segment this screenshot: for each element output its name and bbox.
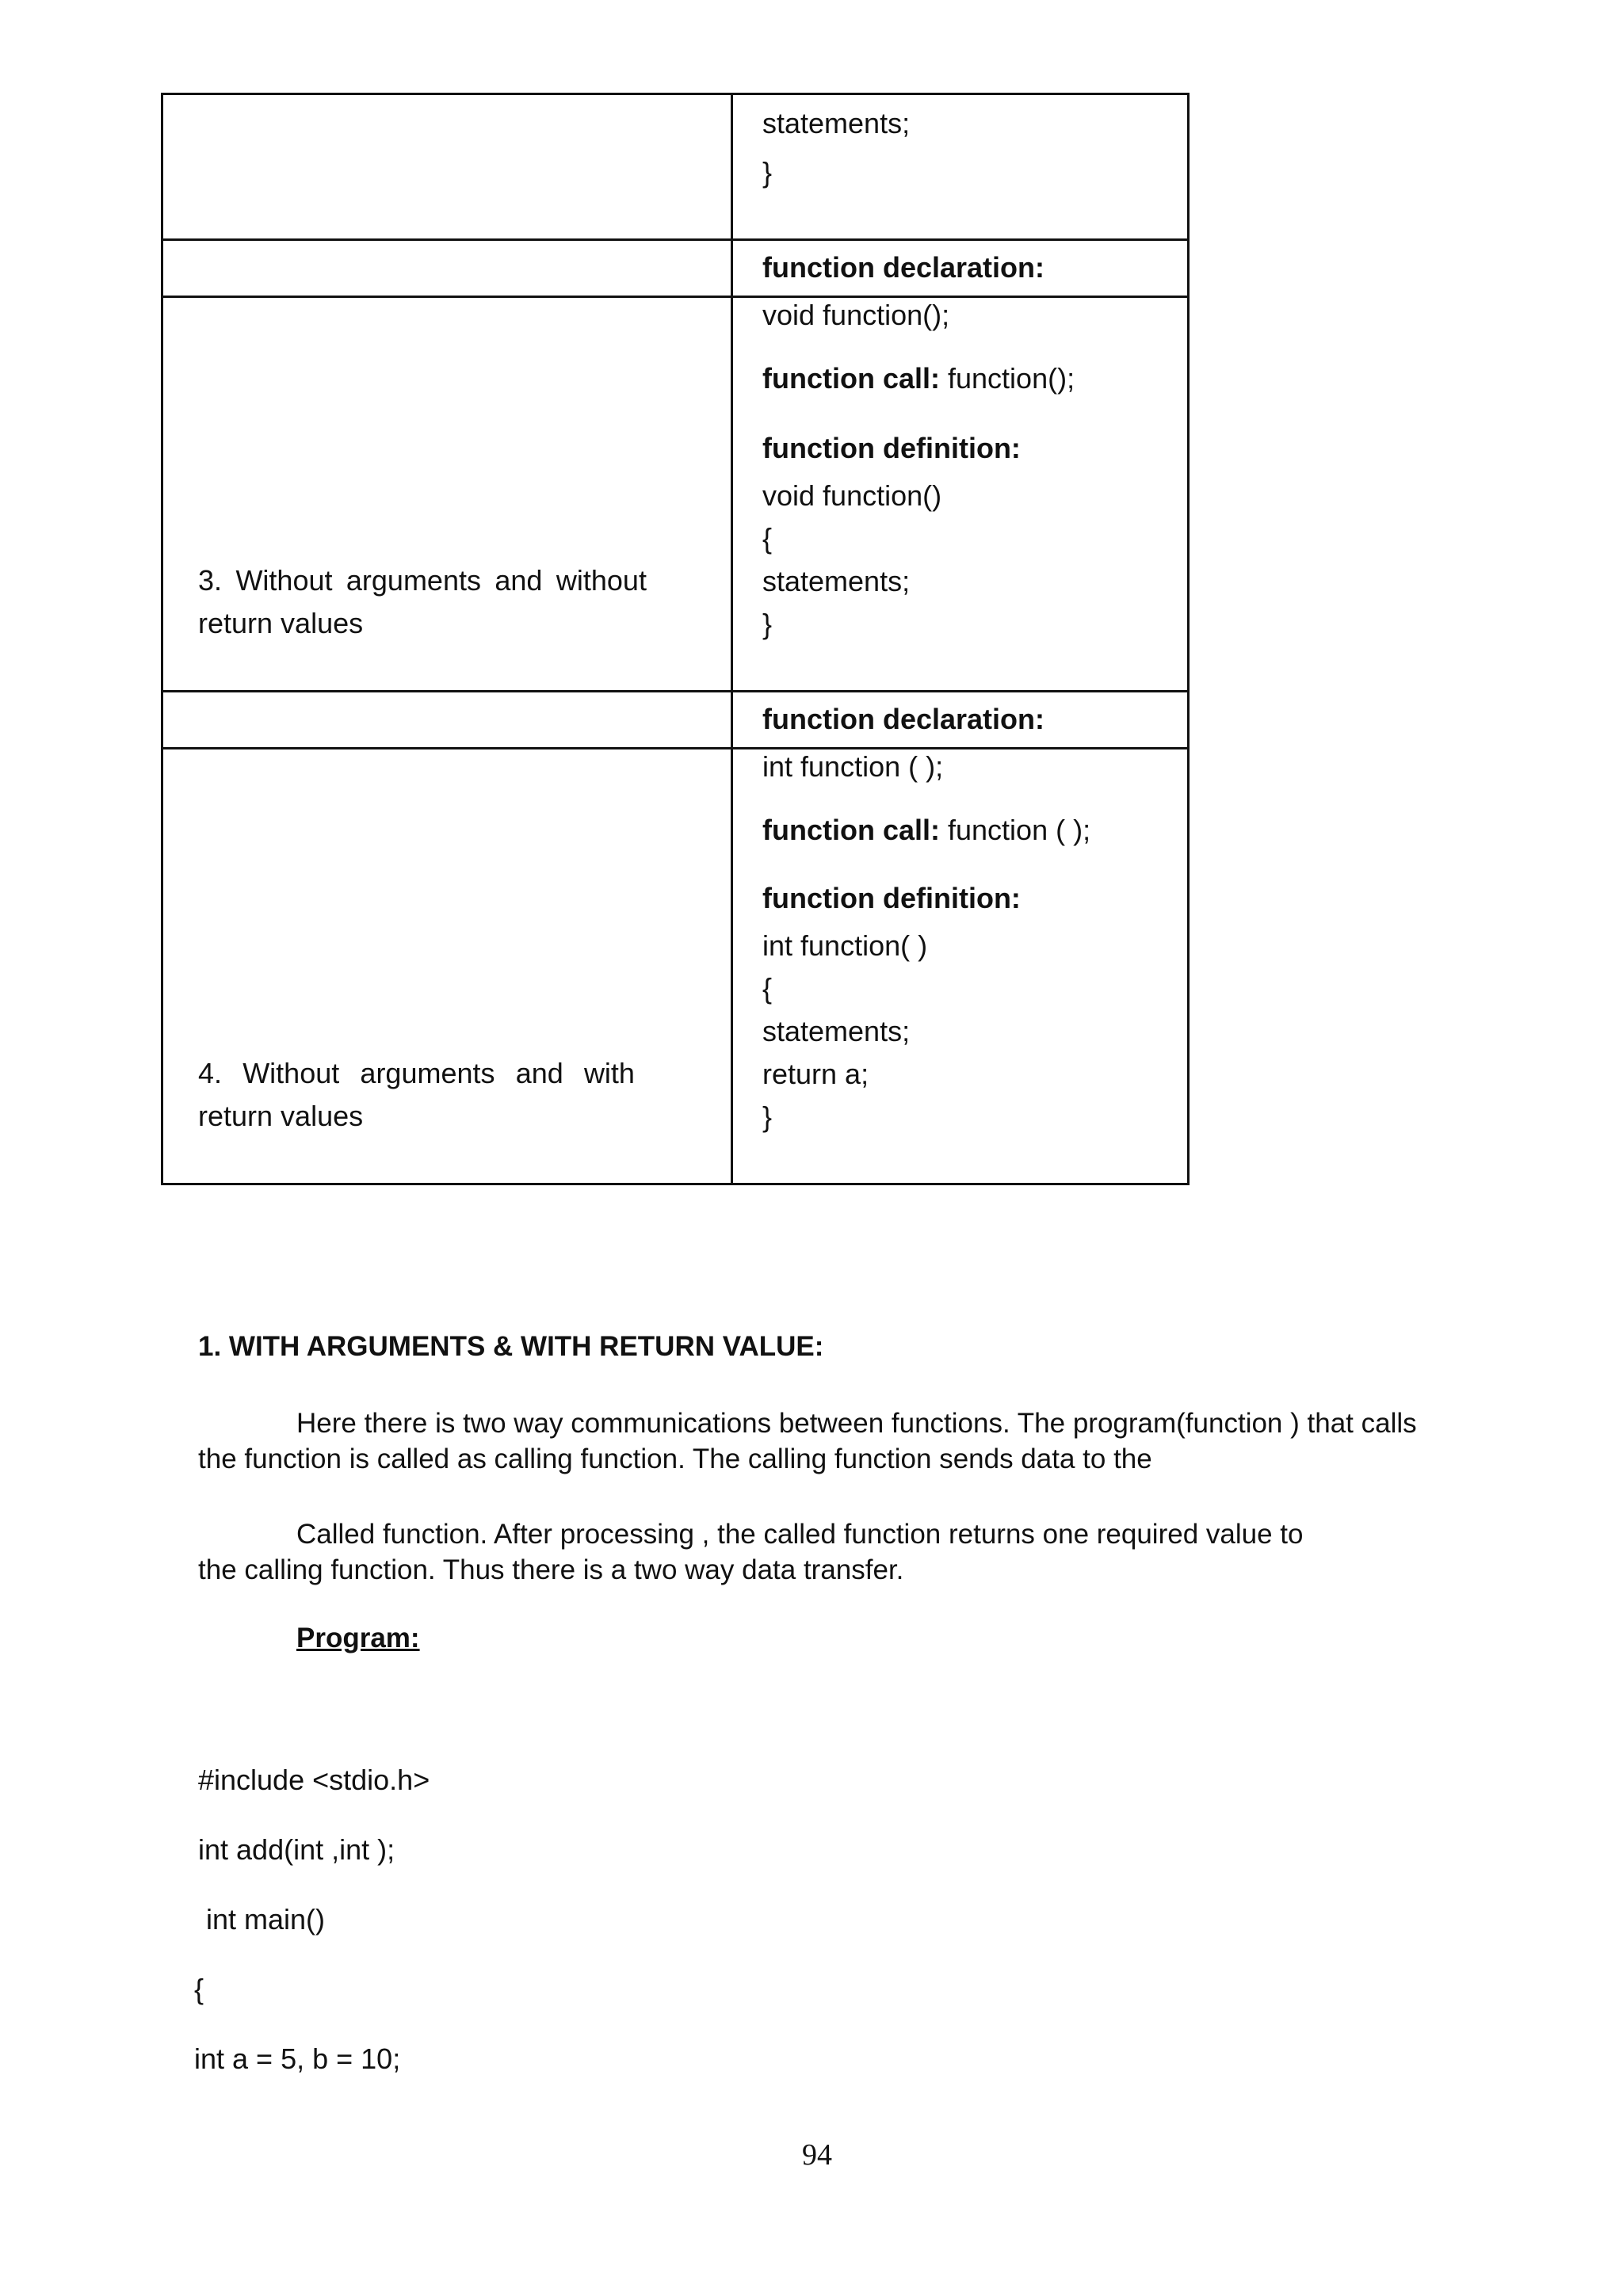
call-value: function(); [940,362,1075,395]
desc-word: and [515,1057,563,1089]
definition-label: function definition: [762,882,1021,914]
paragraph-line: the function is called as calling function. The calling function sends data to the [198,1444,1152,1474]
paragraph-line: Here there is two way communications between functions. The program(function ) that calls [296,1408,1417,1439]
call-label: function call: [762,362,940,395]
row-description-line2: return values [198,607,364,639]
code-line: } [762,1100,773,1133]
desc-word: arguments [360,1057,495,1089]
code-line: int add(int ,int ); [198,1833,395,1866]
declaration-header: function declaration: [762,703,1045,735]
code-line: statements; [762,565,911,597]
desc-word: Without [242,1057,340,1089]
code-line: { [762,972,773,1005]
definition-label: function definition: [762,432,1021,464]
code-line: return a; [762,1058,869,1090]
table-row-divider [161,690,1190,692]
desc-word: arguments [346,564,481,597]
call-value: function ( ); [940,814,1091,846]
code-line: } [762,608,773,640]
code-line: int function( ) [762,929,928,962]
code-line: statements; [762,107,911,139]
desc-word: 3. [198,564,223,597]
code-line: { [194,1973,204,2005]
desc-word: without [556,564,647,597]
page-number: 94 [802,2138,832,2172]
declaration-code: void function(); [762,299,950,331]
desc-word: Without [235,564,333,597]
declaration-code: int function ( ); [762,750,944,783]
table-row-divider [161,296,1190,298]
row-description [198,1052,635,1095]
code-line: int a = 5, b = 10; [194,2042,401,2075]
row-description-line2: return values [198,1100,364,1132]
code-line: int main() [198,1903,326,1936]
desc-word: 4. [198,1057,223,1089]
desc-word: and [495,564,543,597]
section-heading: 1. WITH ARGUMENTS & WITH RETURN VALUE: [198,1331,824,1362]
table-column-divider [731,93,733,1185]
code-line: void function() [762,479,942,512]
paragraph-line: Called function. After processing , the called function returns one required value to [296,1519,1304,1550]
desc-word: with [583,1057,635,1089]
code-line: { [762,522,773,555]
table-row-divider [161,238,1190,241]
function-call-line [762,813,1090,848]
code-line: statements; [762,1015,911,1047]
program-label: Program: [296,1623,420,1653]
row-description [198,559,647,602]
table-row-divider [161,747,1190,749]
declaration-header: function declaration: [762,251,1045,284]
code-line: #include <stdio.h> [198,1764,430,1796]
call-label: function call: [762,814,940,846]
paragraph-line: the calling function. Thus there is a two way data transfer. [198,1554,904,1585]
function-call-line [762,361,1075,396]
code-line: } [762,156,773,189]
